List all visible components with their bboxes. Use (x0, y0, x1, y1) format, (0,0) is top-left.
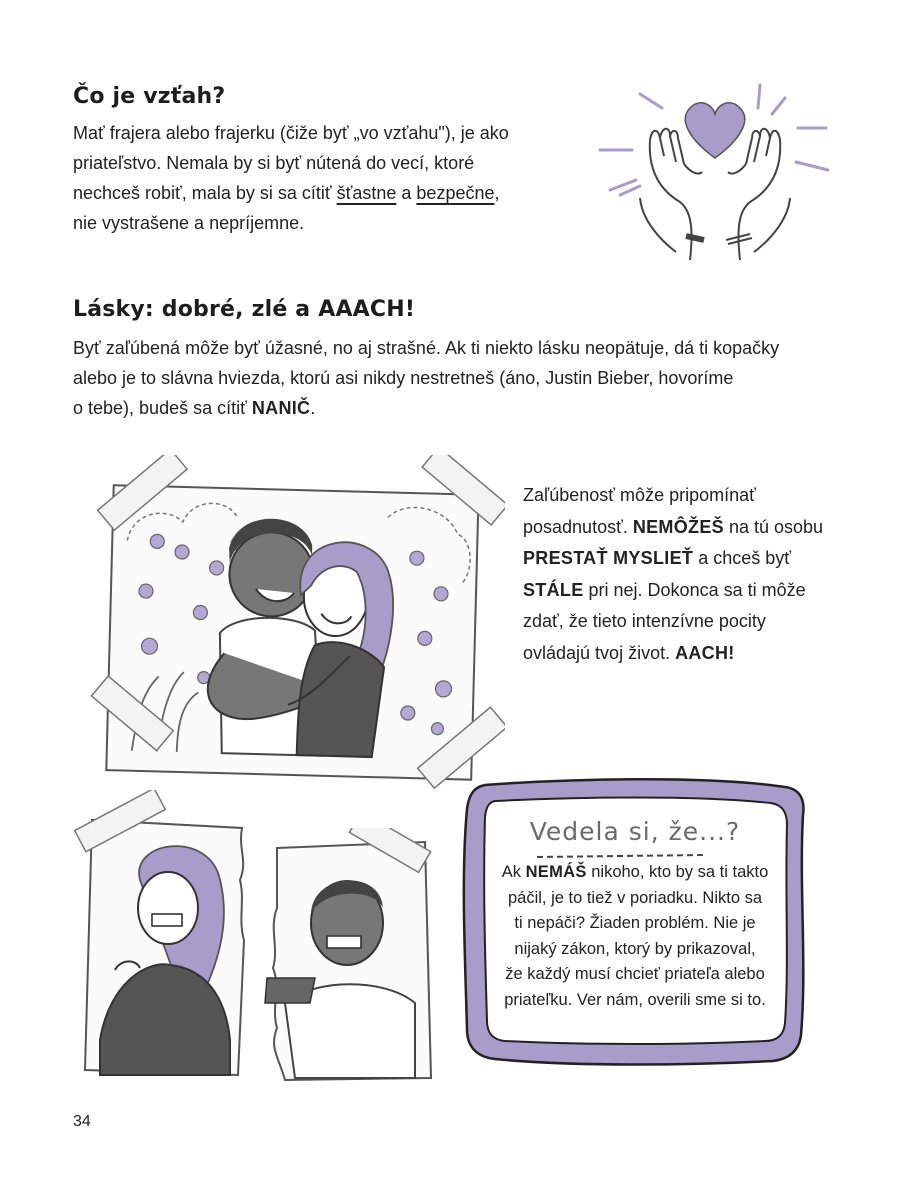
section2-paragraph (73, 333, 853, 423)
page-number: 34 (73, 1113, 91, 1130)
text-line: nie vystrašene a nepríjemne. (73, 213, 305, 233)
text-line: priateľstvo. Nemala by si byť nútená do vecí, ktoré (73, 153, 475, 173)
bold-word: PRESTAŤ MYSLIEŤ (523, 548, 694, 568)
text-line: páčil, je to tiež v poriadku. Nikto sa (507, 888, 763, 907)
side-paragraph (523, 480, 853, 669)
text-line: o tebe), budeš sa cítiť NANIČ. (73, 398, 316, 418)
text-line: zdať, že tieto intenzívne pocity (523, 611, 766, 631)
did-you-know-text (490, 860, 780, 1013)
text-line: priateľku. Ver nám, overili sme si to. (504, 990, 766, 1009)
underlined-word: šťastne (336, 183, 397, 203)
heart-in-hands-icon (590, 80, 840, 265)
text-line: Ak NEMÁŠ nikoho, kto by sa ti takto (501, 863, 769, 881)
bold-word: STÁLE (523, 579, 584, 600)
text-line: že každý musí chcieť priateľa alebo (505, 965, 765, 983)
girl-grimace-photo-icon (70, 790, 260, 1090)
text-line: Zaľúbenosť môže pripomínať (523, 485, 756, 505)
section1-paragraph (73, 118, 593, 238)
text-line: alebo je to slávna hviezda, ktorú asi nikdy nestretneš (áno, Justin Bieber, hovoríme (73, 368, 734, 388)
couple-hugging-photo-icon (85, 455, 505, 805)
text-line: STÁLE pri nej. Dokonca sa ti môže (523, 579, 806, 600)
text-line: nechceš robiť, mala by si sa cítiť šťastne a bezpečne, (73, 183, 500, 203)
text-line: posadnutosť. NEMÔŽEŠ na tú osobu (523, 516, 824, 537)
text-line: PRESTAŤ MYSLIEŤ a chceš byť (523, 548, 791, 568)
text-line: Byť zaľúbená môže byť úžasné, no aj strašné. Ak ti niekto lásku neopätuje, dá ti kopačky (73, 338, 780, 358)
section2-heading: Lásky: dobré, zlé a AAACH! (73, 297, 416, 322)
text-line: Mať frajera alebo frajerku (čiže byť „vo vzťahu"), je ako (73, 123, 509, 143)
text-line: ovládajú tvoj život. AACH! (523, 642, 735, 663)
bold-word: NEMÁŠ (525, 863, 587, 881)
text-line: nijaký zákon, ktorý by prikazoval, (514, 939, 756, 958)
bold-word: AACH! (675, 642, 735, 663)
bold-word: NANIČ (251, 398, 311, 418)
boy-grimace-photo-icon (255, 828, 455, 1088)
text-line: ti nepáči? Žiaden problém. Nie je (514, 914, 756, 932)
bold-word: NEMÔŽEŠ (632, 516, 724, 537)
section1-heading: Čo je vzťah? (73, 84, 226, 109)
underlined-word: bezpečne (416, 183, 495, 203)
did-you-know-title: Vedela si, že...? (529, 817, 741, 846)
